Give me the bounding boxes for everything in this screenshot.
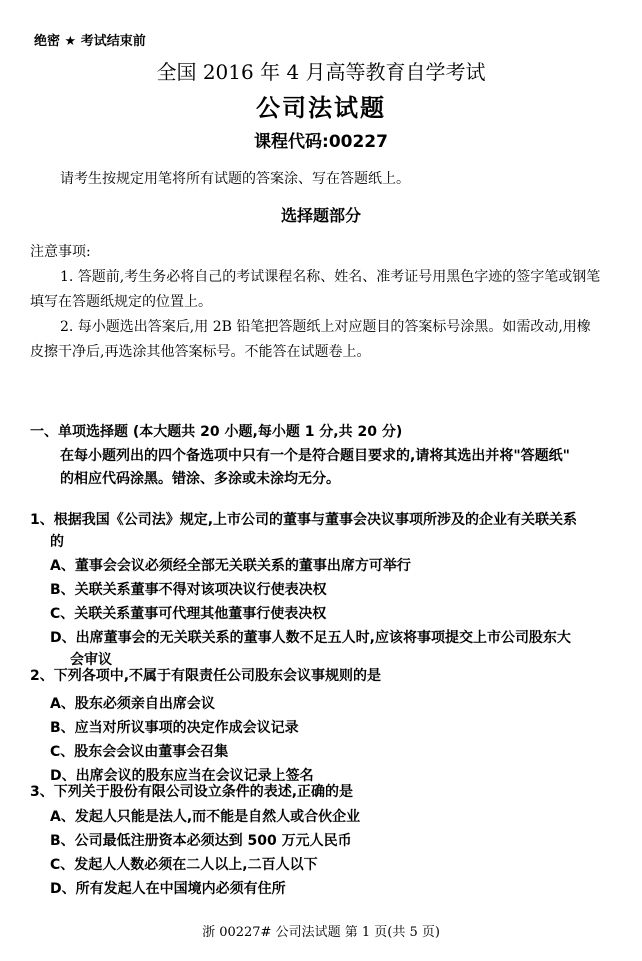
- notes-heading: 注意事项:: [30, 244, 91, 260]
- q2-option-c: C、股东会会议由董事会召集: [50, 744, 229, 760]
- q1-stem-line-2: 的: [50, 534, 64, 550]
- part1-instruction-line-2: 的相应代码涂黑。错涂、多涂或未涂均无分。: [60, 471, 340, 487]
- course-code: 课程代码:00227: [254, 132, 388, 152]
- q1-stem-line-1: 1、根据我国《公司法》规定,上市公司的董事与董事会决议事项所涉及的企业有关联关系: [30, 512, 578, 528]
- note-2-line-1: 2. 每小题选出答案后,用 2B 铅笔把答题纸上对应题目的答案标号涂黑。如需改动,用橡: [60, 319, 591, 335]
- note-1-line-2: 填写在答题纸规定的位置上。: [30, 294, 212, 310]
- q2-option-b: B、应当对所议事项的决定作成会议记录: [50, 720, 299, 736]
- confidential-label: 绝密 ★ 考试结束前: [34, 34, 146, 49]
- intro-text: 请考生按规定用笔将所有试题的答案涂、写在答题纸上。: [60, 171, 410, 187]
- page-title: 公司法试题: [256, 94, 386, 122]
- part1-heading: 一、单项选择题 (本大题共 20 小题,每小题 1 分,共 20 分): [30, 424, 403, 440]
- q3-stem: 3、下列关于股份有限公司设立条件的表述,正确的是: [30, 784, 354, 800]
- q1-option-c: C、关联关系董事可代理其他董事行使表决权: [50, 606, 327, 622]
- q2-stem: 2、下列各项中,不属于有限责任公司股东会议事规则的是: [30, 668, 382, 684]
- note-2-line-2: 皮擦干净后,再选涂其他答案标号。不能答在试题卷上。: [30, 344, 371, 360]
- q3-option-d: D、所有发起人在中国境内必须有住所: [50, 881, 286, 897]
- q3-option-b: B、公司最低注册资本必须达到 500 万元人民币: [50, 833, 352, 849]
- q1-option-d-line-1: D、出席董事会的无关联关系的董事人数不足五人时,应该将事项提交上市公司股东大: [50, 630, 571, 646]
- q1-option-a: A、董事会会议必须经全部无关联关系的董事出席方可举行: [50, 558, 411, 574]
- exam-name: 全国 2016 年 4 月高等教育自学考试: [156, 60, 486, 84]
- q2-option-d: D、出席会议的股东应当在会议记录上签名: [50, 768, 314, 784]
- page-footer: 浙 00227# 公司法试题 第 1 页(共 5 页): [202, 925, 440, 940]
- part1-instruction-line-1: 在每小题列出的四个备选项中只有一个是符合题目要求的,请将其选出并将"答题纸": [60, 448, 570, 464]
- q3-option-c: C、发起人人数必须在二人以上,二百人以下: [50, 857, 318, 873]
- q1-option-b: B、关联关系董事不得对该项决议行使表决权: [50, 582, 327, 598]
- q1-option-d-line-2: 会审议: [70, 652, 112, 668]
- section-title: 选择题部分: [280, 206, 361, 225]
- note-1-line-1: 1. 答题前,考生务必将自己的考试课程名称、姓名、准考证号用黑色字迹的签字笔或钢笔: [60, 269, 601, 285]
- q3-option-a: A、发起人只能是法人,而不能是自然人或合伙企业: [50, 809, 361, 825]
- q2-option-a: A、股东必须亲自出席会议: [50, 696, 215, 712]
